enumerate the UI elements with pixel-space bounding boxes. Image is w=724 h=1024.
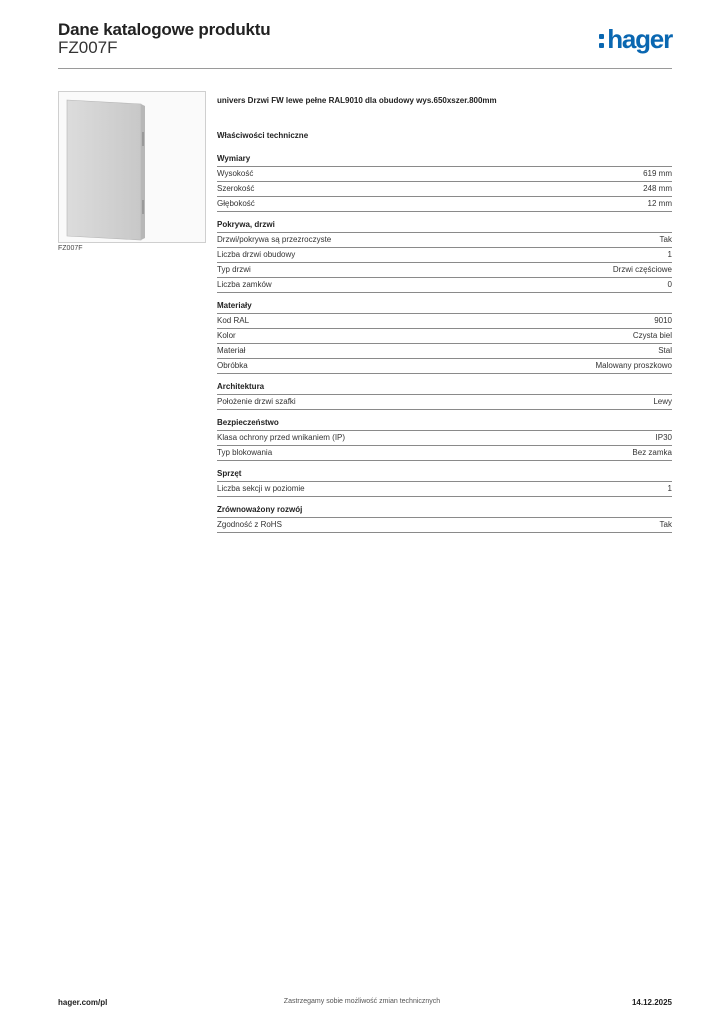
logo-dots-icon bbox=[599, 34, 604, 48]
hager-logo[interactable] bbox=[599, 26, 672, 52]
section-title: Materiały bbox=[217, 301, 672, 314]
cabinet-door-icon bbox=[59, 92, 205, 242]
property-row bbox=[217, 395, 672, 410]
property-value: Tak bbox=[659, 235, 672, 244]
property-section bbox=[217, 505, 672, 533]
section-title: Bezpieczeństwo bbox=[217, 418, 672, 431]
footer-website-link[interactable]: hager.com/pl bbox=[58, 998, 108, 1007]
property-label: Materiał bbox=[217, 346, 246, 355]
property-label: Obróbka bbox=[217, 361, 248, 370]
property-section bbox=[217, 301, 672, 374]
property-label: Kod RAL bbox=[217, 316, 250, 325]
property-label: Szerokość bbox=[217, 184, 255, 193]
property-value: 619 mm bbox=[643, 169, 672, 178]
property-value: IP30 bbox=[655, 433, 672, 442]
property-value: Tak bbox=[659, 520, 672, 529]
property-label: Kolor bbox=[217, 331, 236, 340]
section-title: Sprzęt bbox=[217, 469, 672, 482]
property-value: 9010 bbox=[654, 316, 672, 325]
property-value: Bez zamka bbox=[632, 448, 672, 457]
property-row bbox=[217, 359, 672, 374]
property-section bbox=[217, 154, 672, 212]
footer-date: 14.12.2025 bbox=[631, 998, 672, 1007]
property-section bbox=[217, 382, 672, 410]
property-row bbox=[217, 344, 672, 359]
property-row bbox=[217, 518, 672, 533]
property-label: Liczba zamków bbox=[217, 280, 272, 289]
property-row bbox=[217, 182, 672, 197]
property-row bbox=[217, 446, 672, 461]
property-value: 248 mm bbox=[643, 184, 672, 193]
header-divider bbox=[58, 68, 672, 69]
property-label: Liczba drzwi obudowy bbox=[217, 250, 296, 259]
property-row bbox=[217, 314, 672, 329]
property-value: Czysta biel bbox=[632, 331, 672, 340]
property-value: Lewy bbox=[653, 397, 672, 406]
property-row bbox=[217, 482, 672, 497]
product-reference: FZ007F bbox=[58, 38, 118, 57]
property-row bbox=[217, 329, 672, 344]
properties-sections bbox=[217, 154, 672, 533]
property-label: Położenie drzwi szafki bbox=[217, 397, 296, 406]
section-title: Zrównoważony rozwój bbox=[217, 505, 672, 518]
property-row bbox=[217, 197, 672, 212]
property-section bbox=[217, 418, 672, 461]
properties-heading: Właściwości techniczne bbox=[217, 131, 309, 140]
property-row bbox=[217, 167, 672, 182]
property-label: Klasa ochrony przed wnikaniem (IP) bbox=[217, 433, 346, 442]
property-row bbox=[217, 248, 672, 263]
property-row bbox=[217, 431, 672, 446]
property-value: 12 mm bbox=[647, 199, 672, 208]
property-value: 1 bbox=[667, 250, 672, 259]
property-label: Typ drzwi bbox=[217, 265, 251, 274]
property-row bbox=[217, 263, 672, 278]
property-value: Malowany proszkowo bbox=[595, 361, 672, 370]
page-title: Dane katalogowe produktu bbox=[58, 20, 271, 39]
property-label: Drzwi/pokrywa są przezroczyste bbox=[217, 235, 332, 244]
section-title: Architektura bbox=[217, 382, 672, 395]
property-label: Zgodność z RoHS bbox=[217, 520, 282, 529]
property-label: Wysokość bbox=[217, 169, 254, 178]
property-section bbox=[217, 469, 672, 497]
image-caption: FZ007F bbox=[58, 245, 83, 252]
product-details bbox=[217, 96, 672, 541]
section-title: Wymiary bbox=[217, 154, 672, 167]
property-row bbox=[217, 278, 672, 293]
section-title: Pokrywa, drzwi bbox=[217, 220, 672, 233]
property-value: 1 bbox=[667, 484, 672, 493]
property-value: Drzwi częściowe bbox=[612, 265, 672, 274]
product-image bbox=[58, 91, 206, 243]
footer-notice: Zastrzegamy sobie możliwość zmian technicznych bbox=[283, 998, 441, 1005]
property-label: Typ blokowania bbox=[217, 448, 273, 457]
property-value: 0 bbox=[667, 280, 672, 289]
property-row bbox=[217, 233, 672, 248]
logo-text: hager bbox=[607, 24, 672, 54]
property-value: Stal bbox=[658, 346, 672, 355]
property-section bbox=[217, 220, 672, 293]
property-label: Liczba sekcji w poziomie bbox=[217, 484, 305, 493]
product-description: univers Drzwi FW lewe pełne RAL9010 dla obudowy wys.650xszer.800mm bbox=[217, 96, 497, 105]
property-label: Głębokość bbox=[217, 199, 255, 208]
